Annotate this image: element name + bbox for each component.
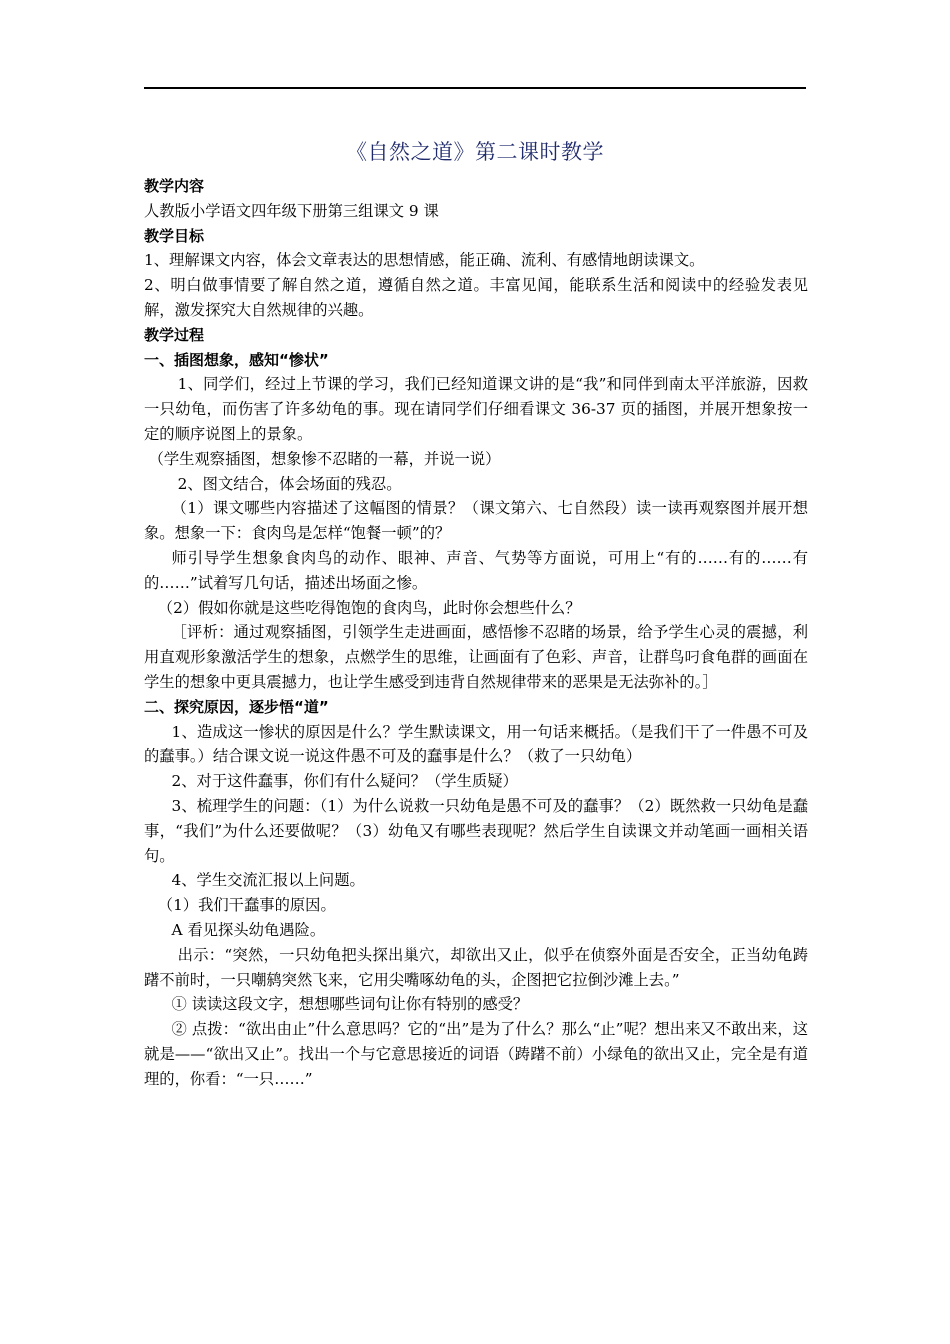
section-heading: 教学内容 — [144, 177, 205, 195]
paragraph: （学生观察插图，想象惨不忍睹的一幕，并说一说） — [148, 449, 501, 468]
paragraph: 人教版小学语文四年级下册第三组课文 9 课 — [144, 201, 439, 220]
section-heading: 教学目标 — [144, 226, 205, 245]
paragraph: 2、对于这件蠢事，你们有什么疑问？（学生质疑） — [171, 772, 518, 791]
document-body — [144, 174, 808, 1091]
paragraph: 1、同学们，经过上节课的学习，我们已经知道课文讲的是“我”和同伴到南太平洋旅游，因救一只幼龟，而伤害了许多幼龟的事。现在请同学们仔细看课文 36-37 页的插图，并展开想象按一定的顺序说图上的景象。 — [144, 375, 808, 443]
paragraph: 3、梳理学生的问题：（1）为什么说救一只幼龟是愚不可及的蠢事？（2）既然救一只幼龟是蠢事，“我们”为什么还要做呢？（3）幼龟又有哪些表现呢？然后学生自读课文并动笔画一画相关语句。 — [144, 796, 808, 865]
section-heading: 教学过程 — [144, 325, 205, 344]
paragraph: 1、理解课文内容，体会文章表达的思想情感，能正确、流利、有感情地朗读课文。 — [144, 251, 705, 270]
header-rule — [144, 87, 806, 89]
paragraph: （2）假如你就是这些吃得饱饱的食肉鸟，此时你会想些什么？ — [157, 598, 581, 617]
section-heading: 一、插图想象，感知“惨状” — [144, 350, 329, 369]
paragraph: ② 点拨：“欲出由止”什么意思吗？它的“出”是为了什么？那么“止”呢？想出来又不敢出来，这就是——“欲出又止”。找出一个与它意思接近的词语（踌躇不前）小绿龟的欲出又止，完全是有道理的，你看：“一只……” — [144, 1020, 808, 1088]
paragraph: 出示：“突然，一只幼龟把头探出巢穴，却欲出又止，似乎在侦察外面是否安全，正当幼龟踌躇不前时，一只嘲鸫突然飞来，它用尖嘴啄幼龟的头，企图把它拉倒沙滩上去。” — [144, 945, 808, 989]
paragraph: 4、学生交流汇报以上问题。 — [171, 871, 365, 890]
paragraph: A 看见探头幼龟遇险。 — [171, 920, 326, 939]
paragraph: ① 读读这段文字，想想哪些词句让你有特别的感受？ — [171, 995, 529, 1014]
paragraph: （1）我们干蠢事的原因。 — [157, 896, 336, 915]
paragraph: 2、明白做事情要了解自然之道，遵循自然之道。丰富见闻，能联系生活和阅读中的经验发表见解，激发探究大自然规律的兴趣。 — [144, 276, 808, 319]
paragraph: 2、图文结合，体会场面的残忍。 — [177, 474, 402, 493]
paragraph: ［评析：通过观察插图，引领学生走进画面，感悟惨不忍睹的场景，给予学生心灵的震撼，利用直观形象激活学生的想象，点燃学生的思维，让画面有了色彩、声音，让群鸟叼食龟群的画面在学生的想象中更具震撼力，也让学生感受到违背自然规律带来的恶果是无法弥补的。］ — [144, 623, 808, 691]
page-title: 《自然之道》第二课时教学 — [346, 140, 604, 164]
paragraph: 1、造成这一惨状的原因是什么？学生默读课文，用一句话来概括。（是我们干了一件愚不可及的蠢事。）结合课文说一说这件愚不可及的蠢事是什么？（救了一只幼龟） — [144, 722, 808, 766]
paragraph: 师引导学生想象食肉鸟的动作、眼神、声音、气势等方面说，可用上“有的……有的……有的……”试着写几句话，描述出场面之惨。 — [144, 548, 808, 592]
paragraph: （1）课文哪些内容描述了这幅图的情景？（课文第六、七自然段）读一读再观察图并展开想象。想象一下：食肉鸟是怎样“饱餐一顿”的？ — [144, 499, 808, 543]
section-heading: 二、探究原因，逐步悟“道” — [144, 697, 329, 716]
